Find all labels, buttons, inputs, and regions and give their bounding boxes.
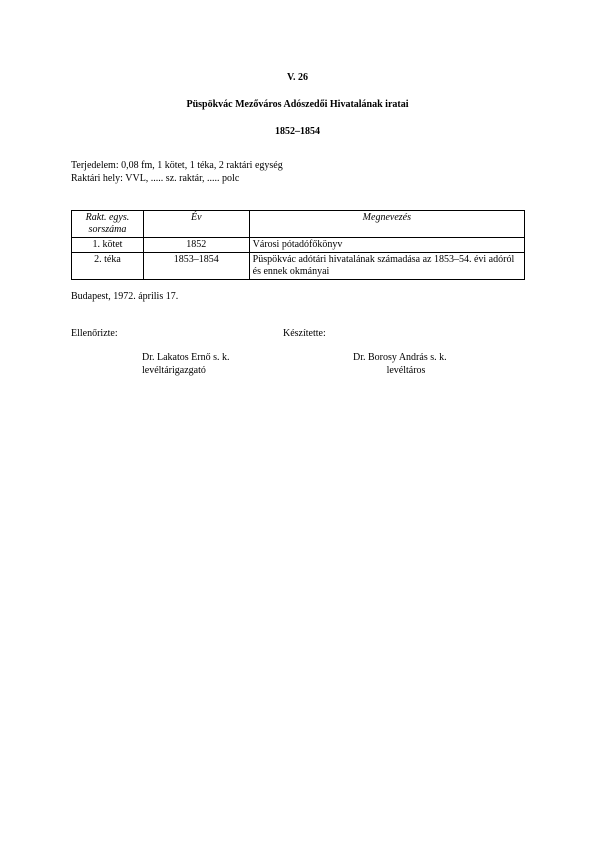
cell-unit: 2. téka (72, 253, 144, 280)
cell-title: Püspökvác adótári hivatalának számadása az 1853–54. évi adóról és ennek okmányai (249, 253, 524, 280)
column-header-unit: Rakt. egys. sorszáma (72, 211, 144, 238)
place-date: Budapest, 1972. április 17. (71, 291, 179, 302)
preparer-title: levéltáros (386, 365, 426, 376)
cell-title: Városi pótadófőkönyv (249, 238, 524, 253)
preparer-name: Dr. Borosy András s. k. (353, 352, 447, 363)
column-header-year: Év (143, 211, 249, 238)
table-row (72, 253, 525, 280)
location-line: Raktári hely: VVL, ..... sz. raktár, ..... polc (71, 173, 240, 184)
column-header-title: Megnevezés (249, 211, 524, 238)
checker-name: Dr. Lakatos Ernő s. k. (142, 352, 230, 363)
checker-title: levéltárigazgató (142, 365, 206, 376)
record-number: V. 26 (287, 72, 308, 83)
table-row (72, 238, 525, 253)
document-title: Püspökvác Mezőváros Adószedői Hivatalának iratai (186, 99, 409, 110)
table-header-row (72, 211, 525, 238)
cell-year: 1853–1854 (143, 253, 249, 280)
date-range: 1852–1854 (275, 126, 320, 137)
inventory-table (71, 210, 525, 280)
cell-unit: 1. kötet (72, 238, 144, 253)
cell-year: 1852 (143, 238, 249, 253)
extent-line: Terjedelem: 0,08 fm, 1 kötet, 1 téka, 2 raktári egység (71, 160, 283, 171)
checked-label: Ellenőrizte: (71, 328, 118, 339)
prepared-label: Készítette: (283, 328, 326, 339)
